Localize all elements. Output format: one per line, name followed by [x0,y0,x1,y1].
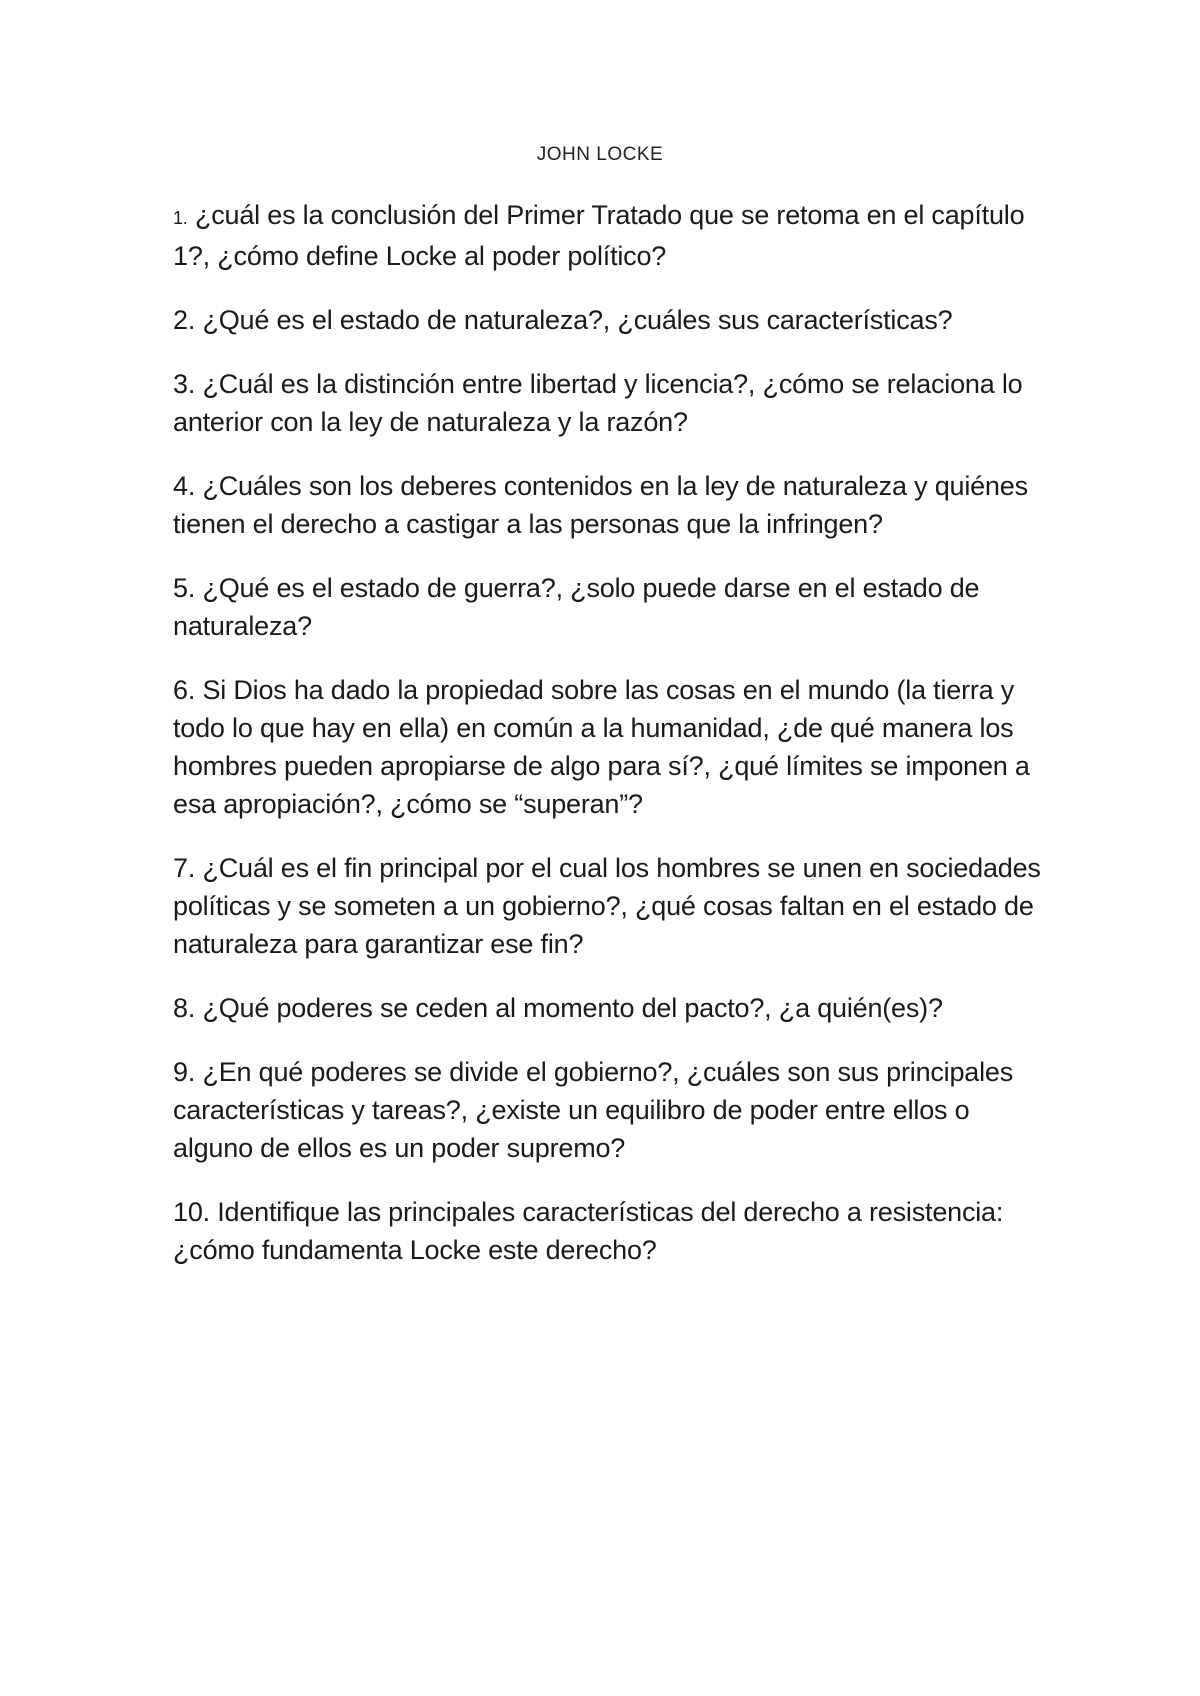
question-item [173,569,1043,645]
question-number: 2. [173,305,196,335]
question-number: 4. [173,471,196,501]
question-item [173,671,1043,823]
question-number: 5. [173,573,196,603]
question-text: Identifique las principales características del derecho a resistencia: ¿cómo fundamenta Locke este derecho? [173,1197,1004,1265]
question-item [173,467,1043,543]
question-list [173,196,1043,1295]
question-text: ¿Qué poderes se ceden al momento del pacto?, ¿a quién(es)? [202,993,943,1023]
question-number: 9. [173,1057,196,1087]
question-text: ¿Cuál es la distinción entre libertad y licencia?, ¿cómo se relaciona lo anterior con la ley de naturaleza y la razón? [173,369,1023,437]
question-text: Si Dios ha dado la propiedad sobre las cosas en el mundo (la tierra y todo lo que hay en ella) en común a la humanidad, ¿de qué manera los hombres pueden apropiarse de algo para sí?, ¿qué límites se imponen a esa apropiación?, ¿cómo se “superan”? [173,675,1030,819]
question-text: ¿Cuáles son los deberes contenidos en la ley de naturaleza y quiénes tienen el derecho a castigar a las personas que la infringen? [173,471,1028,539]
question-item [173,196,1043,275]
question-number: 3. [173,369,196,399]
question-number: 8. [173,993,196,1023]
question-text: ¿Qué es el estado de guerra?, ¿solo puede darse en el estado de naturaleza? [173,573,980,641]
question-number: 10. [173,1197,210,1227]
question-number: 6. [173,675,196,705]
question-text: ¿cuál es la conclusión del Primer Tratado que se retoma en el capítulo 1?, ¿cómo define Locke al poder político? [173,200,1025,271]
document-title: JOHN LOCKE [536,144,664,165]
question-text: ¿Qué es el estado de naturaleza?, ¿cuáles sus características? [202,305,953,335]
question-item [173,989,1043,1027]
question-text: ¿En qué poderes se divide el gobierno?, ¿cuáles son sus principales características y tareas?, ¿existe un equilibro de poder entre ellos o alguno de ellos es un poder supremo? [173,1057,1014,1163]
question-item [173,301,1043,339]
question-text: ¿Cuál es el fin principal por el cual los hombres se unen en sociedades políticas y se someten a un gobierno?, ¿qué cosas faltan en el estado de naturaleza para garantizar ese fin? [173,853,1041,959]
question-item [173,365,1043,441]
question-item [173,1193,1043,1269]
question-item [173,1053,1043,1167]
question-number: 7. [173,853,196,883]
question-item [173,849,1043,963]
question-number: 1. [173,208,188,228]
